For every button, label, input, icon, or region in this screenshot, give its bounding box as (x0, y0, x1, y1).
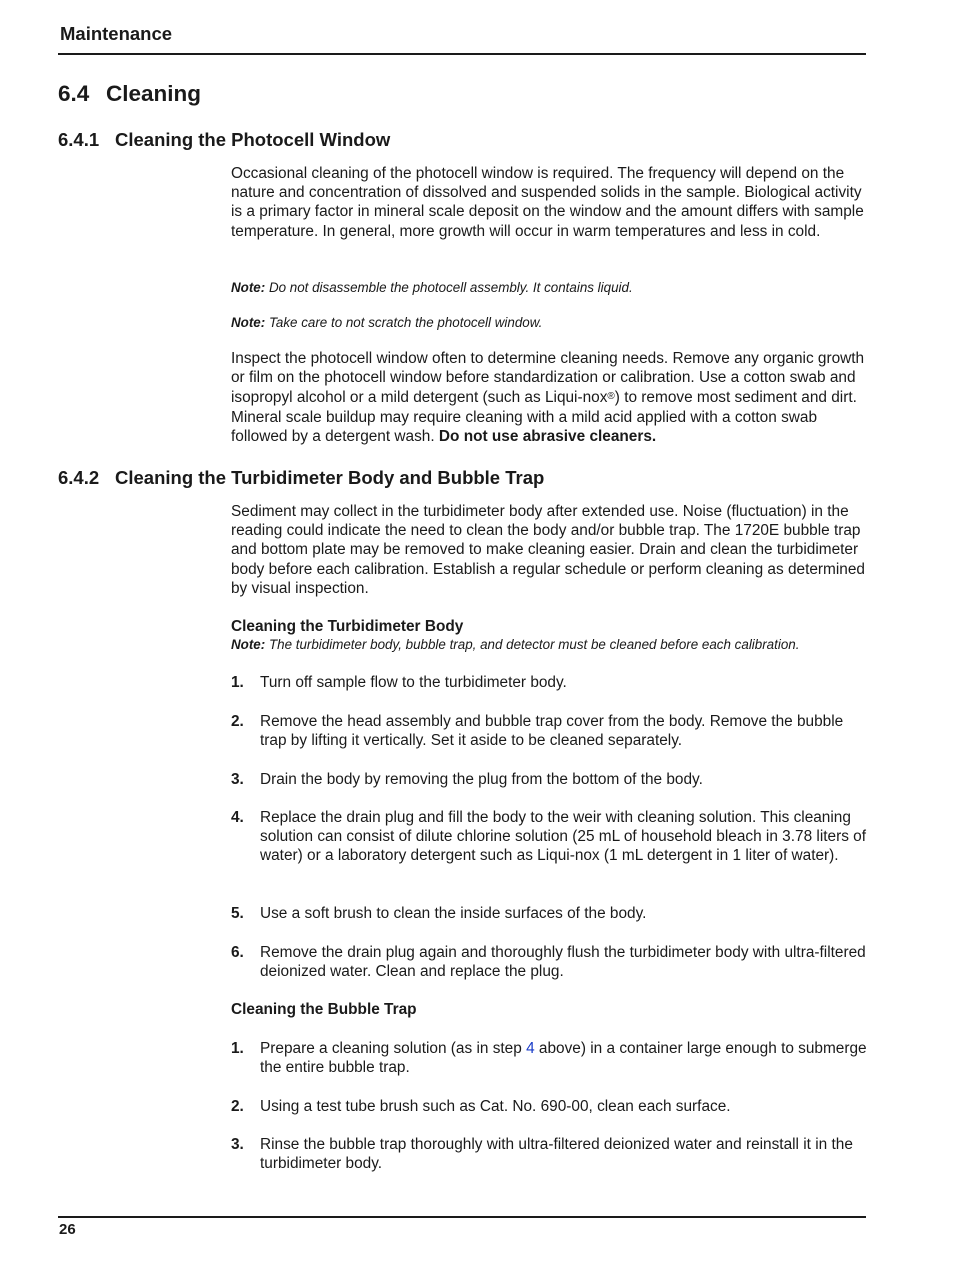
header-divider (58, 53, 866, 55)
note-label: Note: (231, 315, 266, 330)
step-text: Remove the head assembly and bubble trap cover from the body. Remove the bubble trap by lifting it vertically. Set it aside to be cleaned separately. (260, 713, 844, 750)
step-text-part: Prepare a cleaning solution (as in step (260, 1040, 527, 1057)
registered-mark: ® (607, 391, 615, 403)
note-scratch (231, 314, 871, 332)
step-text: Rinse the bubble trap thoroughly with ultra-filtered deionized water and reinstall it in the turbidimeter body. (260, 1136, 853, 1173)
list-item (231, 770, 871, 789)
subsection-number: 6.4.1 (58, 129, 100, 150)
note-disassemble (231, 279, 871, 297)
list-item (231, 904, 871, 923)
list-item (231, 1039, 871, 1077)
list-item (231, 943, 871, 981)
step-number: 4. (231, 809, 244, 826)
body-cleaning-heading: Cleaning the Turbidimeter Body (231, 618, 464, 635)
step-number: 1. (231, 1040, 244, 1057)
step-text: Remove the drain plug again and thoroughly flush the turbidimeter body with ultra-filtered deionized water. Clean and replace the plug. (260, 944, 866, 981)
step-text-part: above) in a container large enough to submerge the entire bubble trap. (260, 1040, 867, 1077)
section-number: 6.4 (58, 81, 90, 106)
subsection-heading-photocell (58, 128, 390, 152)
section-heading (58, 79, 201, 109)
list-item (231, 808, 871, 866)
step-text (260, 1039, 871, 1077)
body-trap-intro-paragraph: Sediment may collect in the turbidimeter body after extended use. Noise (fluctuation) in the reading could indicate the need to clean the body and/or bubble trap. The 1720E bubble trap and bottom plate may be removed to make cleaning easier. Drain and clean the turbidimeter body before each calibration. Establish a regular schedule or perform cleaning as determined by visual inspection. (231, 503, 865, 597)
step-text: Use a soft brush to clean the inside surfaces of the body. (260, 905, 647, 922)
note-label: Note: (231, 280, 266, 295)
paragraph-text: Inspect the photocell window often to determine cleaning needs. Remove any organic growth or film on the photocell window before standardization or calibration. Use a cotton swab and isopropyl alcohol or a mild detergent (such as Liqui-nox (231, 350, 865, 407)
step-number: 2. (231, 1098, 244, 1115)
photocell-inspect-paragraph (231, 349, 871, 446)
step-number: 2. (231, 713, 244, 730)
list-item (231, 1135, 871, 1173)
step-number: 3. (231, 771, 244, 788)
subsection-title: Cleaning the Photocell Window (115, 129, 391, 150)
subsection-title: Cleaning the Turbidimeter Body and Bubble Trap (115, 467, 545, 488)
footer-divider (58, 1216, 866, 1218)
note-text: The turbidimeter body, bubble trap, and detector must be cleaned before each calibration. (265, 637, 800, 652)
step-4-link[interactable]: 4 (526, 1040, 535, 1057)
step-text: Turn off sample flow to the turbidimeter body. (260, 674, 567, 691)
step-number: 6. (231, 944, 244, 961)
step-text: Replace the drain plug and fill the body to the weir with cleaning solution. This cleaning solution can consist of dilute chlorine solution (25 mL of household bleach in 3.78 liters of water) or a laboratory detergent such as Liqui-nox (1 mL detergent in 1 liter of water). (260, 809, 867, 865)
warning-text: Do not use abrasive cleaners. (438, 427, 657, 445)
note-label: Note: (231, 637, 266, 652)
step-text: Drain the body by removing the plug from the bottom of the body. (260, 771, 703, 788)
step-number: 5. (231, 905, 244, 922)
list-item (231, 712, 871, 750)
subsection-heading-body-trap (58, 466, 544, 490)
step-number: 3. (231, 1136, 244, 1153)
step-number: 1. (231, 674, 244, 691)
section-title: Cleaning (106, 81, 202, 106)
note-text: Do not disassemble the photocell assembly. It contains liquid. (265, 280, 633, 295)
bubble-trap-cleaning-heading: Cleaning the Bubble Trap (231, 1001, 417, 1018)
paragraph-text: ) to remove most sediment and dirt. Mineral scale buildup may require cleaning with a mild acid applied with a cotton swab followed by a detergent wash. (231, 389, 857, 445)
note-clean-before-calibration (231, 636, 871, 654)
step-text: Using a test tube brush such as Cat. No. 690-00, clean each surface. (260, 1098, 731, 1115)
subsection-number: 6.4.2 (58, 467, 100, 488)
list-item (231, 673, 871, 692)
page-number: 26 (59, 1221, 76, 1238)
list-item (231, 1097, 871, 1116)
photocell-intro-paragraph: Occasional cleaning of the photocell window is required. The frequency will depend on the nature and concentration of dissolved and suspended solids in the sample. Biological activity is a primary factor in mineral scale deposit on the window and the amount differs with sample temperature. In general, more growth will occur in warm temperatures and less in cold. (231, 165, 864, 240)
running-header: Maintenance (60, 23, 173, 44)
note-text: Take care to not scratch the photocell window. (265, 315, 543, 330)
